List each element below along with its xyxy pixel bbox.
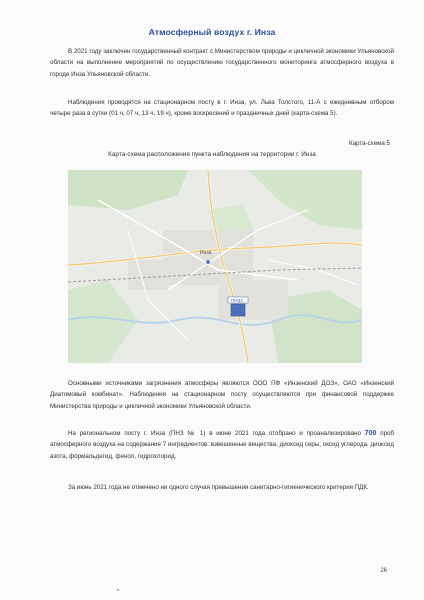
schema-reference: Карта-схема 5	[348, 140, 390, 147]
map-caption: Карта-схема расположения пункта наблюдения на территории г. Инза	[108, 151, 316, 158]
paragraph-samples-before: На региональном посту г. Инза (ПНЗ № 1) в июне 2021 года отобрано и проанализировано	[68, 430, 365, 437]
paragraph-observations	[50, 97, 394, 120]
station-label: ПНЗ1	[231, 298, 243, 303]
sample-count: 700	[364, 430, 377, 437]
paragraph-sources	[50, 378, 394, 412]
paragraph-result	[50, 482, 394, 493]
paragraph-sources-text: Основными источниками загрязнения атмосферы являются ООО ПФ «Инзенский ДОЗ», ОАО «Инзенский Диатомовый комбинат». Наблюдения на стационарном посту осуществляются при финансовой поддержке Министерства природы и цикличной экономики Ульяновской области.	[50, 380, 394, 410]
paragraph-contract	[50, 46, 394, 80]
station-marker-icon	[231, 304, 245, 316]
paragraph-contract-text: В 2021 году заключен государственный контракт с Министерством природы и цикличной экономики Ульяновской области на выполнение мероприятий по осуществлению государственного мониторинга атмосферного воздуха в городе Инза Ульяновской области.	[50, 48, 394, 78]
map-graphic	[68, 170, 362, 363]
map-city-label: Инза	[200, 250, 212, 256]
station-map	[68, 170, 362, 363]
page-number: 26	[380, 568, 387, 574]
page-title: Атмосферный воздух г. Инза	[148, 27, 276, 37]
paragraph-observations-text: Наблюдения проводятся на стационарном посту в г. Инза, ул. Льва Толстого, 11-А с ежедневным отбором четыре раза в сутки (01 ч, 07 ч, 13 ч, 19 ч), кроме воскресений и праздничных дней (карта-схема 5).	[50, 99, 394, 118]
paragraph-samples-after: проб атмосферного воздуха на содержание 7 ингредиентов: взвешенные вещества, диоксид серы, оксид углерода, диоксид азота, формальдегид, фенол, гидрохлорид.	[50, 430, 395, 460]
paragraph-result-text: За июнь 2021 года не отмечено ни одного случая превышения санитарно-гигиенического критерия ПДК.	[68, 484, 369, 491]
scan-dot	[117, 589, 119, 591]
paragraph-samples	[50, 428, 394, 462]
